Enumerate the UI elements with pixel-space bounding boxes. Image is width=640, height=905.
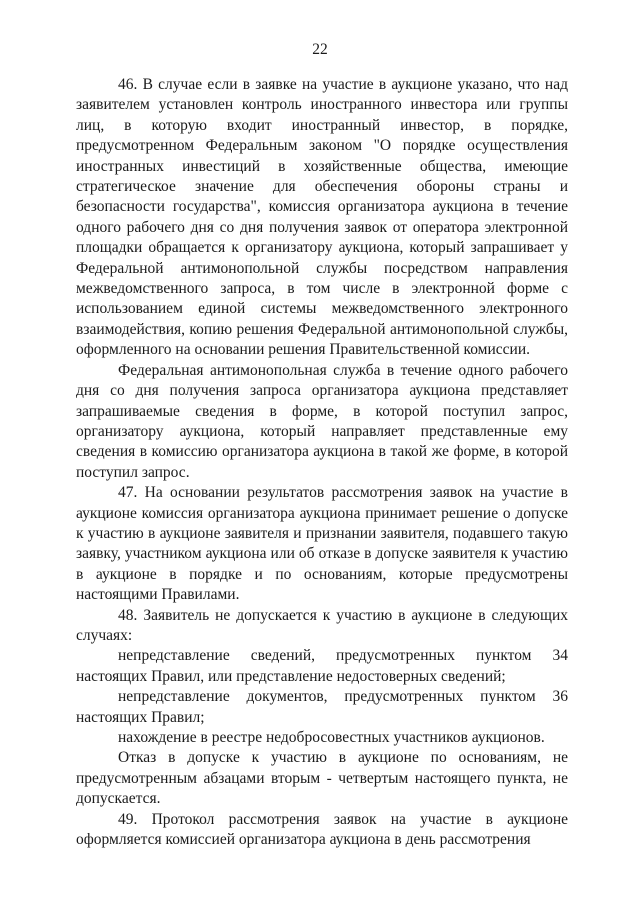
paragraph-49: 49. Протокол рассмотрения заявок на участие в аукционе оформляется комиссией организатора аукциона в день рассмотрения — [76, 810, 568, 849]
page-number: 22 — [312, 41, 328, 58]
paragraph-46: 46. В случае если в заявке на участие в аукционе указано, что над заявителем установлен контроль иностранного инвестора или группы лиц, в которую входит иностранный инвестор, в порядке, предусмотренном Федеральным законом "О порядке осуществления иностранных инвестиций в хозяйственные общества, имеющие стратегическое значение для обеспечения обороны страны и безопасности государства", комиссия организатора аукциона в течение одного рабочего дня со дня получения заявок от оператора электронной площадки обращается к организатору аукциона, который запрашивает у Федеральной антимонопольной службы посредством направления межведомственного запроса, в том числе в электронной форме с использованием единой системы межведомственного электронного взаимодействия, копию решения Федеральной антимонопольной службы, оформленного на основании решения Правительственной комиссии. — [76, 76, 568, 359]
paragraph-48-item-2: непредставление документов, предусмотренных пунктом 36 настоящих Правил; — [76, 688, 568, 726]
paragraph-47: 47. На основании результатов рассмотрения заявок на участие в аукционе комиссия организатора аукциона принимает решение о допуске к участию в аукционе заявителя и признании заявителя, подавшего такую заявку, участником аукциона или об отказе в допуске заявителя к участию в аукционе в порядке и по основаниям, которые предусмотрены настоящими Правилами. — [76, 484, 568, 604]
paragraph-fas-response: Федеральная антимонопольная служба в течение одного рабочего дня со дня получения запроса организатора аукциона представляет запрашиваемые сведения в форме, в которой поступил запрос, организатору аукциона, который направляет представленные ему сведения в комиссию организатора аукциона в такой же форме, в которой поступил запрос. — [76, 361, 568, 481]
paragraph-48: 48. Заявитель не допускается к участию в аукционе в следующих случаях: — [76, 606, 568, 644]
paragraph-48-item-3: нахождение в реестре недобросовестных участников аукционов. — [118, 729, 545, 746]
document-body — [76, 75, 568, 850]
paragraph-48-refusal: Отказ в допуске к участию в аукционе по основаниям, не предусмотренным абзацами вторым - четвертым настоящего пункта, не допускается. — [76, 749, 568, 808]
paragraph-48-item-1: непредставление сведений, предусмотренных пунктом 34 настоящих Правил, или представление недостоверных сведений; — [76, 647, 568, 685]
